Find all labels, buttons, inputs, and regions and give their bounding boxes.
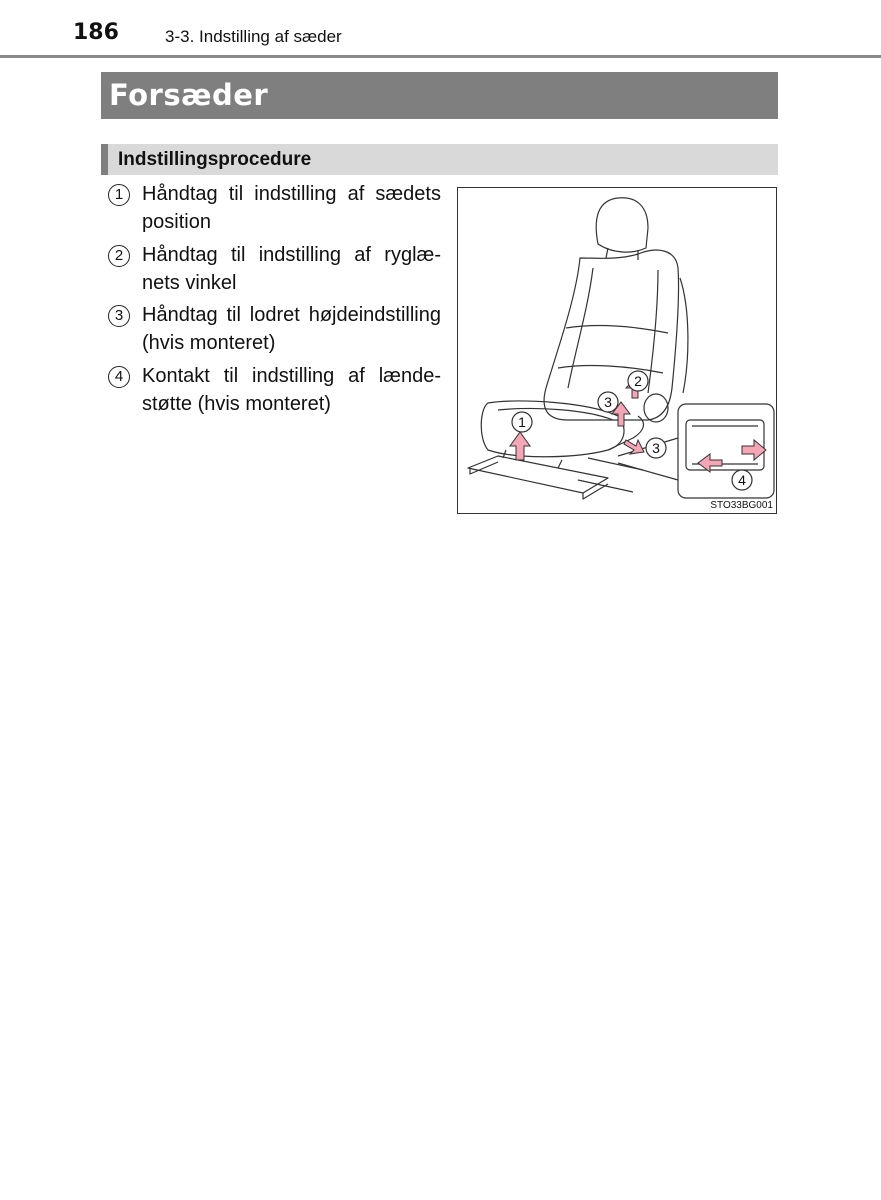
list-item (108, 362, 441, 418)
seat-illustration (457, 187, 777, 514)
item-number: 3 (108, 305, 130, 327)
item-text: Kontakt til indstilling af lændestøtte (hvis monteret) (142, 365, 441, 415)
item-number: 4 (108, 366, 130, 388)
list-item (108, 180, 441, 236)
figure-code: STO33BG001 (710, 500, 773, 511)
section-reference: 3-3. Indstilling af sæder (165, 27, 342, 46)
callout-4: 4 (738, 472, 746, 488)
subheading-accent (101, 144, 108, 175)
item-text: Håndtag til lodret højdeindstilling (hvis monteret) (142, 304, 441, 354)
title-bar (101, 72, 778, 119)
subheading-bar (101, 144, 778, 175)
callout-2: 2 (634, 373, 642, 389)
subheading: Indstillingsprocedure (118, 149, 312, 170)
item-number: 2 (108, 245, 130, 267)
item-number: 1 (108, 184, 130, 206)
list-item (108, 241, 441, 297)
item-text: Håndtag til indstilling af ryglænets vinkel (142, 244, 441, 294)
callout-3b: 3 (652, 440, 660, 456)
page-number: 186 (73, 20, 119, 45)
item-text: Håndtag til indstilling af sædets position (142, 183, 441, 233)
page-title: Forsæder (109, 78, 269, 112)
list-item (108, 301, 441, 357)
callout-3: 3 (604, 394, 612, 410)
seat-drawing (458, 188, 778, 515)
callout-1: 1 (518, 414, 526, 430)
header-rule (0, 55, 881, 58)
